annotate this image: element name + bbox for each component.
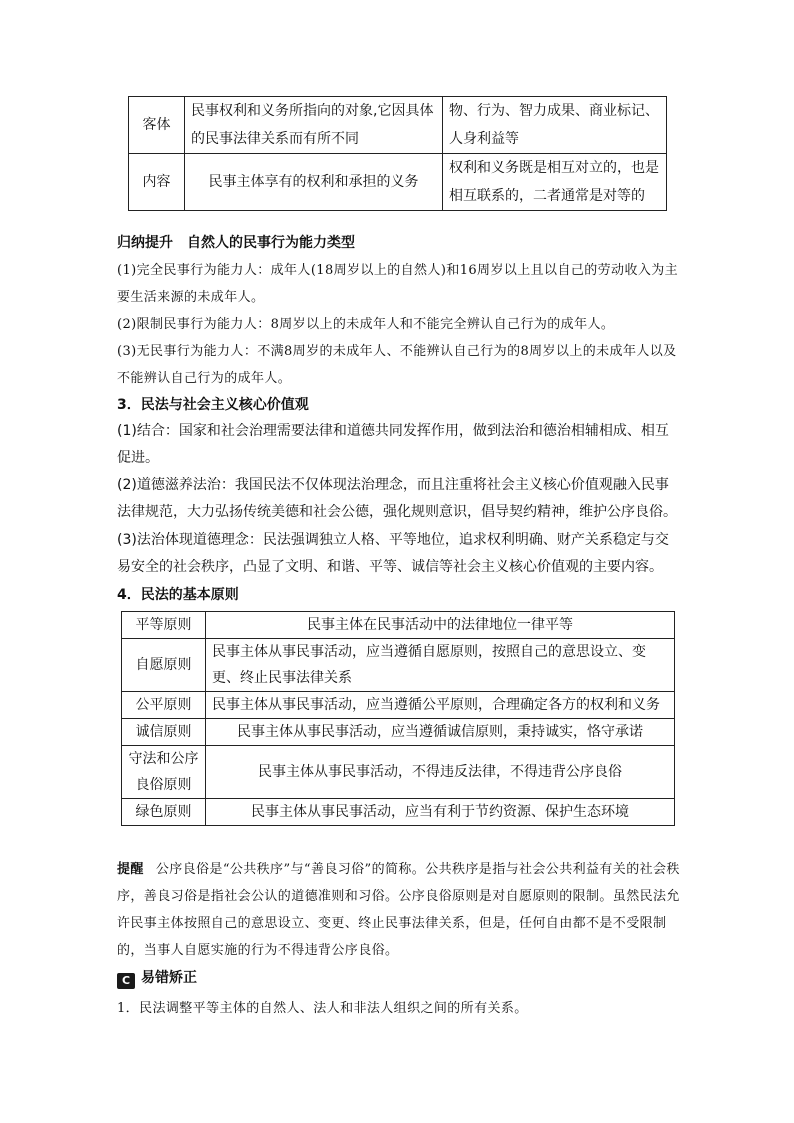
- table-cell-definition: 民事主体享有的权利和承担的义务: [185, 154, 443, 211]
- principles-table: [121, 611, 675, 826]
- table-row: [122, 746, 675, 799]
- principle-name: 公平原则: [122, 692, 206, 719]
- table-cell-definition: 民事权利和义务所指向的对象,它因具体的民事法律关系而有所不同: [185, 97, 443, 154]
- table-row: [122, 799, 675, 826]
- table-cell-label: 客体: [129, 97, 185, 154]
- summary-item: (2)限制民事行为能力人：8周岁以上的未成年人和不能完全辨认自己行为的成年人。: [117, 317, 615, 332]
- summary-item: (1)完全民事行为能力人：成年人(18周岁以上的自然人)和16周岁以上且以自己的劳动收入为主要生活来源的未成年人。: [117, 263, 679, 305]
- principle-description: 民事主体从事民事活动，应当有利于节约资源、保护生态环境: [206, 799, 675, 826]
- table-row: [129, 154, 667, 211]
- principle-description: 民事主体在民事活动中的法律地位一律平等: [206, 612, 675, 639]
- correction-heading: 易错矫正: [141, 970, 197, 986]
- table-cell-example: 物、行为、智力成果、商业标记、人身利益等: [443, 97, 667, 154]
- principle-name: 自愿原则: [122, 639, 206, 692]
- principle-name: 绿色原则: [122, 799, 206, 826]
- correction-badge-icon: C: [117, 973, 135, 989]
- summary-heading: 归纳提升 自然人的民事行为能力类型: [117, 235, 355, 251]
- table-cell-example: 权利和义务既是相互对立的，也是相互联系的，二者通常是对等的: [443, 154, 667, 211]
- summary-item: (3)无民事行为能力人：不满8周岁的未成年人、不能辨认自己行为的8周岁以上的未成年人以及不能辨认自己行为的成年人。: [117, 344, 677, 386]
- section-item: (2)道德滋养法治：我国民法不仅体现法治理念，而且注重将社会主义核心价值观融入民事法律规范，大力弘扬传统美德和社会公德，强化规则意识，倡导契约精神，维护公序良俗。: [117, 477, 677, 520]
- section-heading: 3．民法与社会主义核心价值观: [117, 397, 309, 413]
- subject-object-table: [128, 96, 667, 211]
- table-row: [122, 639, 675, 692]
- table-row: [122, 612, 675, 639]
- correction-item: 1．民法调整平等主体的自然人、法人和非法人组织之间的所有关系。: [117, 1001, 528, 1016]
- principle-description: 民事主体从事民事活动，不得违反法律，不得违背公序良俗: [206, 746, 675, 799]
- tip-text: 公序良俗是“公共秩序”与“善良习俗”的简称。公共秩序是指与社会公共利益有关的社会秩序，善良习俗是指社会公认的道德准则和习俗。公序良俗原则是对自愿原则的限制。虽然民法允许民事主体按照自己的意思设立、变更、终止民事法律关系，但是，任何自由都不是不受限制的，当事人自愿实施的行为不得违背公序良俗。: [117, 862, 680, 958]
- tip-label: 提醒: [117, 862, 144, 877]
- tip-block: [117, 856, 681, 964]
- principle-name: 平等原则: [122, 612, 206, 639]
- principle-description: 民事主体从事民事活动，应当遵循公平原则，合理确定各方的权利和义务: [206, 692, 675, 719]
- table-cell-label: 内容: [129, 154, 185, 211]
- table-row: [122, 692, 675, 719]
- section-item: (3)法治体现道德理念：民法强调独立人格、平等地位，追求权利明确、财产关系稳定与交易安全的社会秩序，凸显了文明、和谐、平等、诚信等社会主义核心价值观的主要内容。: [117, 532, 669, 575]
- section-heading: 4．民法的基本原则: [117, 587, 239, 603]
- principle-description: 民事主体从事民事活动，应当遵循诚信原则，秉持诚实，恪守承诺: [206, 719, 675, 746]
- correction-heading-row: [117, 965, 681, 992]
- section-item: (1)结合：国家和社会治理需要法律和道德共同发挥作用，做到法治和德治相辅相成、相互促进。: [117, 423, 669, 466]
- principle-description: 民事主体从事民事活动，应当遵循自愿原则，按照自己的意思设立、变更、终止民事法律关系: [206, 639, 675, 692]
- principle-name: 守法和公序良俗原则: [122, 746, 206, 799]
- table-row: [122, 719, 675, 746]
- principle-name: 诚信原则: [122, 719, 206, 746]
- table-row: [129, 97, 667, 154]
